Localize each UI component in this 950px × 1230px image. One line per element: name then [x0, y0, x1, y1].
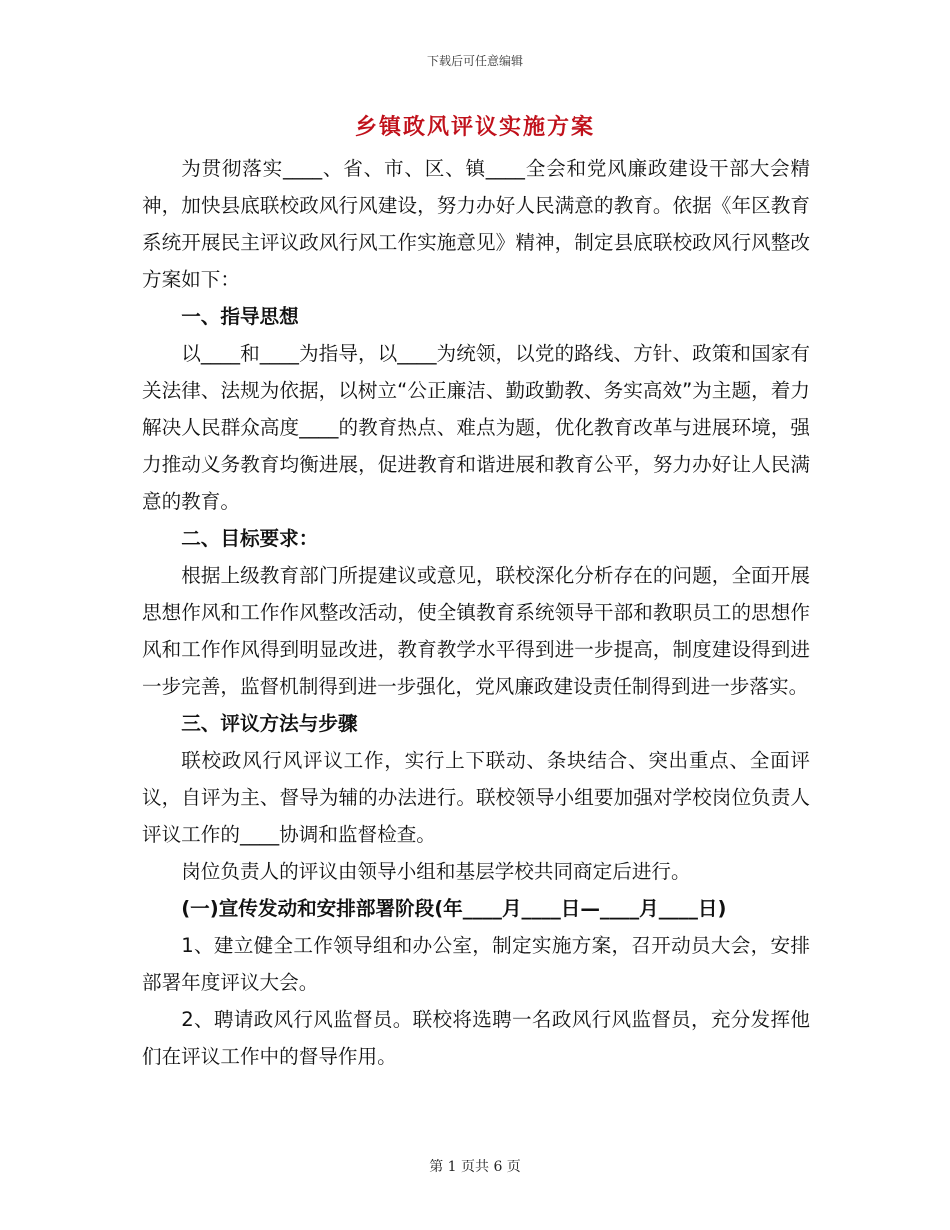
evaluation-paragraph: 岗位负责人的评议由领导小组和基层学校共同商定后进行。 [181, 860, 691, 883]
intro-paragraph: 为贯彻落实____、省、市、区、镇____全会和党风廉政建设干部大会精神，加快县底联校政风行风建设，努力办好人民满意的教育。依据《年区教育系统开展民主评议政风行风工作实施意见》精神，制定县底联校政风行风整改方案如下： [142, 157, 810, 291]
guiding-ideology-paragraph: 以____和____为指导，以____为统领，以党的路线、方针、政策和国家有关法律、法规为依据，以树立“公正廉洁、勤政勤教、务实高效”为主题，着力解决人民群众高度____的教育热点、难点为题，优化教育改革与进展环境，强力推动义务教育均衡进展，促进教育和谐进展和教育公平，努力办好让人民满意的教育。 [142, 342, 810, 513]
section-heading-guiding-ideology: 一、指导思想 [181, 305, 299, 328]
subsection-heading-stage-one: (一)宣传发动和安排部署阶段(年____月____日—____月____日) [181, 897, 727, 920]
methods-paragraph: 联校政风行风评议工作，实行上下联动、条块结合、突出重点、全面评议，自评为主、督导为辅的办法进行。联校领导小组要加强对学校岗位负责人评议工作的____协调和监督检查。 [142, 749, 810, 846]
item-2-paragraph: 2、聘请政风行风监督员。联校将选聘一名政风行风监督员，充分发挥他们在评议工作中的督导作用。 [142, 1008, 810, 1068]
section-heading-methods: 三、评议方法与步骤 [181, 712, 358, 735]
document-title: 乡镇政风评议实施方案 [354, 115, 595, 140]
goals-paragraph: 根据上级教育部门所提建议或意见，联校深化分析存在的问题，全面开展思想作风和工作作风整改活动，使全镇教育系统领导干部和教职员工的思想作风和工作作风得到明显改进，教育教学水平得到进一步提高，制度建设得到进一步完善，监督机制得到进一步强化，党风廉政建设责任制得到进一步落实。 [142, 564, 810, 698]
page-footer: 第 1 页共 6 页 [429, 1159, 521, 1175]
section-heading-goals: 二、目标要求： [181, 527, 319, 550]
page-header: 下载后可任意编辑 [426, 54, 523, 68]
document-body [142, 150, 810, 1075]
item-1-paragraph: 1、建立健全工作领导组和办公室，制定实施方案，召开动员大会，安排部署年度评议大会。 [142, 934, 810, 994]
